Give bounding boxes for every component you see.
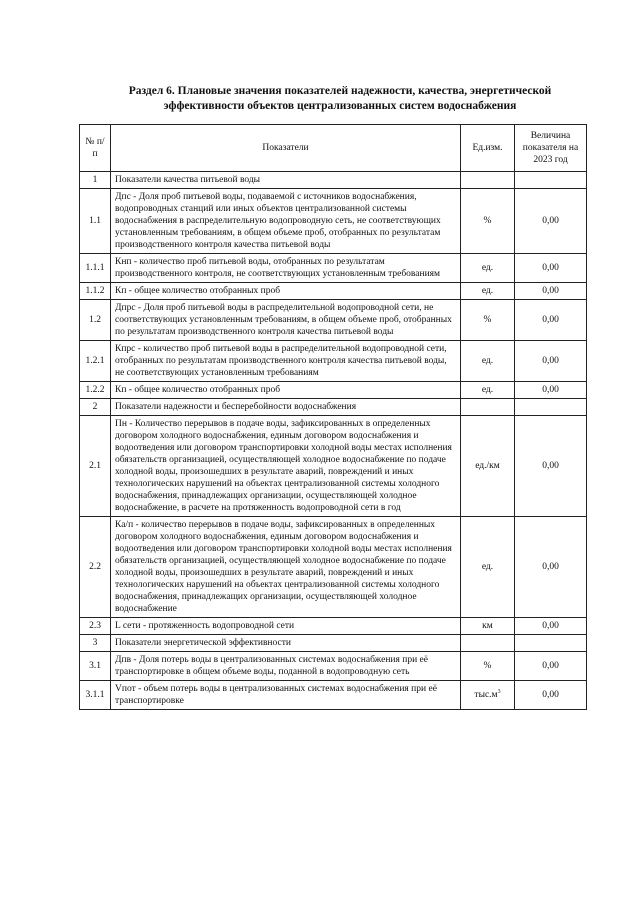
row-unit [461,172,515,189]
row-unit-text: % [483,315,492,325]
table-row [80,254,587,283]
row-indicator: Показатели надежности и бесперебойности водоснабжения [111,399,461,416]
section-title-line-1: Раздел 6. Плановые значения показателей надежности, качества, энергетической [128,85,552,97]
row-value: 0,00 [515,189,587,254]
row-value [515,635,587,652]
row-unit-text: ед. [481,263,494,273]
table-row [80,341,587,382]
table-section-row [80,635,587,652]
row-indicator: Дпс - Доля проб питьевой воды, подаваемой с источников водоснабжения, водопроводных станций или иных объектов централизованной системы водоснабжения в распределительную водопроводную сеть, не соответствующих установленным требованиям, в общем объеме проб, отобранных по результатам производственного контроля качества питьевой воды [111,189,461,254]
row-indicator: Пн - Количество перерывов в подаче воды, зафиксированных в определенных договором холодного водоснабжения, единым договором водоснабжения и водоотведения или договором транспортировки холодной воды местах исполнения обязательств организацией, осуществляющей холодное водоснабжение по подаче холодной воды, произошедших в результате аварий, повреждений и иных технологических нарушений на объектах централизованной системы холодного водоснабжения, принадлежащих организации, осуществляющей холодное водоснабжение, в расчете на протяженность водопроводной сети в год [111,416,461,517]
row-unit-text: ед. [481,562,494,572]
row-value [515,172,587,189]
row-indicator: Показатели энергетической эффективности [111,635,461,652]
row-indicator: Кпрс - количество проб питьевой воды в распределительной водопроводной сети, отобранных по результатам производственного контроля качества питьевой воды, не соответствующих установленным требованиям [111,341,461,382]
row-unit [461,652,515,681]
table-header-row [80,125,587,172]
row-value: 0,00 [515,300,587,341]
row-number: 3 [80,635,111,652]
table-row [80,189,587,254]
row-unit [461,283,515,300]
row-unit [461,300,515,341]
row-indicator: Кнп - количество проб питьевой воды, отобранных по результатам производственного контроля, не соответствующих установленным требованиям [111,254,461,283]
row-unit [461,416,515,517]
row-unit-text: ед./км [475,461,500,471]
row-unit-superscript: 3 [497,688,501,695]
row-value: 0,00 [515,517,587,618]
row-number: 3.1 [80,652,111,681]
row-value: 0,00 [515,382,587,399]
row-value: 0,00 [515,416,587,517]
row-unit [461,189,515,254]
row-unit [461,399,515,416]
row-indicator: Дпрс - Доля проб питьевой воды в распределительной водопроводной сети, не соответствующих установленным требованиям, в общем объеме проб, отобранных по результатам производственного контроля качества питьевой воды [111,300,461,341]
row-number: 1.1.1 [80,254,111,283]
table-row [80,283,587,300]
row-value: 0,00 [515,254,587,283]
table-row [80,517,587,618]
row-number: 3.1.1 [80,681,111,710]
table-row [80,300,587,341]
row-indicator: Дпв - Доля потерь воды в централизованных системах водоснабжения при её транспортировке в общем объеме воды, поданной в водопроводную сеть [111,652,461,681]
row-number: 2.3 [80,618,111,635]
section-title [90,84,590,114]
row-value: 0,00 [515,283,587,300]
row-value: 0,00 [515,681,587,710]
row-number: 1.1.2 [80,283,111,300]
row-indicator: L сети - протяженность водопроводной сети [111,618,461,635]
row-indicator: Показатели качества питьевой воды [111,172,461,189]
header-num: № п/п [80,125,111,172]
row-number: 2.2 [80,517,111,618]
row-unit-text: % [483,661,492,671]
row-unit [461,517,515,618]
table-row [80,652,587,681]
row-unit-text: ед. [481,286,494,296]
row-indicator: Кп - общее количество отобранных проб [111,382,461,399]
row-number: 1.2.2 [80,382,111,399]
row-value: 0,00 [515,618,587,635]
table-row [80,382,587,399]
indicators-table [79,124,587,710]
row-indicator: Vпот - объем потерь воды в централизованных системах водоснабжения при её транспортировке [111,681,461,710]
row-unit-text: ед. [481,385,494,395]
row-unit [461,635,515,652]
row-number: 1 [80,172,111,189]
table-row [80,681,587,710]
table-section-row [80,399,587,416]
row-value: 0,00 [515,341,587,382]
row-indicator: Ка/п - количество перерывов в подаче воды, зафиксированных в определенных договором холодного водоснабжения, единым договором водоснабжения и водоотведения или договором транспортировки холодной воды местах исполнения обязательств организацией, осуществляющей холодное водоснабжение по подаче холодной воды, произошедших в результате аварий, повреждений и иных технологических нарушений на объектах централизованной системы холодного водоснабжения, принадлежащих организации, осуществляющей холодное водоснабжение [111,517,461,618]
row-unit [461,382,515,399]
row-unit [461,254,515,283]
row-value: 0,00 [515,652,587,681]
table-row [80,618,587,635]
row-number: 1.2 [80,300,111,341]
row-number: 2 [80,399,111,416]
row-indicator: Кп - общее количество отобранных проб [111,283,461,300]
row-number: 2.1 [80,416,111,517]
row-number: 1.2.1 [80,341,111,382]
table-section-row [80,172,587,189]
header-unit: Ед.изм. [461,125,515,172]
section-title-line-2: эффективности объектов централизованных систем водоснабжения [163,100,517,112]
row-unit-text: тыс.м [474,690,498,700]
row-unit [461,681,515,710]
row-unit [461,618,515,635]
header-indicator: Показатели [111,125,461,172]
header-value: Величина показателя на 2023 год [515,125,587,172]
row-value [515,399,587,416]
row-unit-text: ед. [481,356,494,366]
table-body [80,172,587,710]
row-unit-text: % [483,216,492,226]
table-row [80,416,587,517]
row-unit [461,341,515,382]
row-unit-text: км [482,621,493,631]
row-number: 1.1 [80,189,111,254]
